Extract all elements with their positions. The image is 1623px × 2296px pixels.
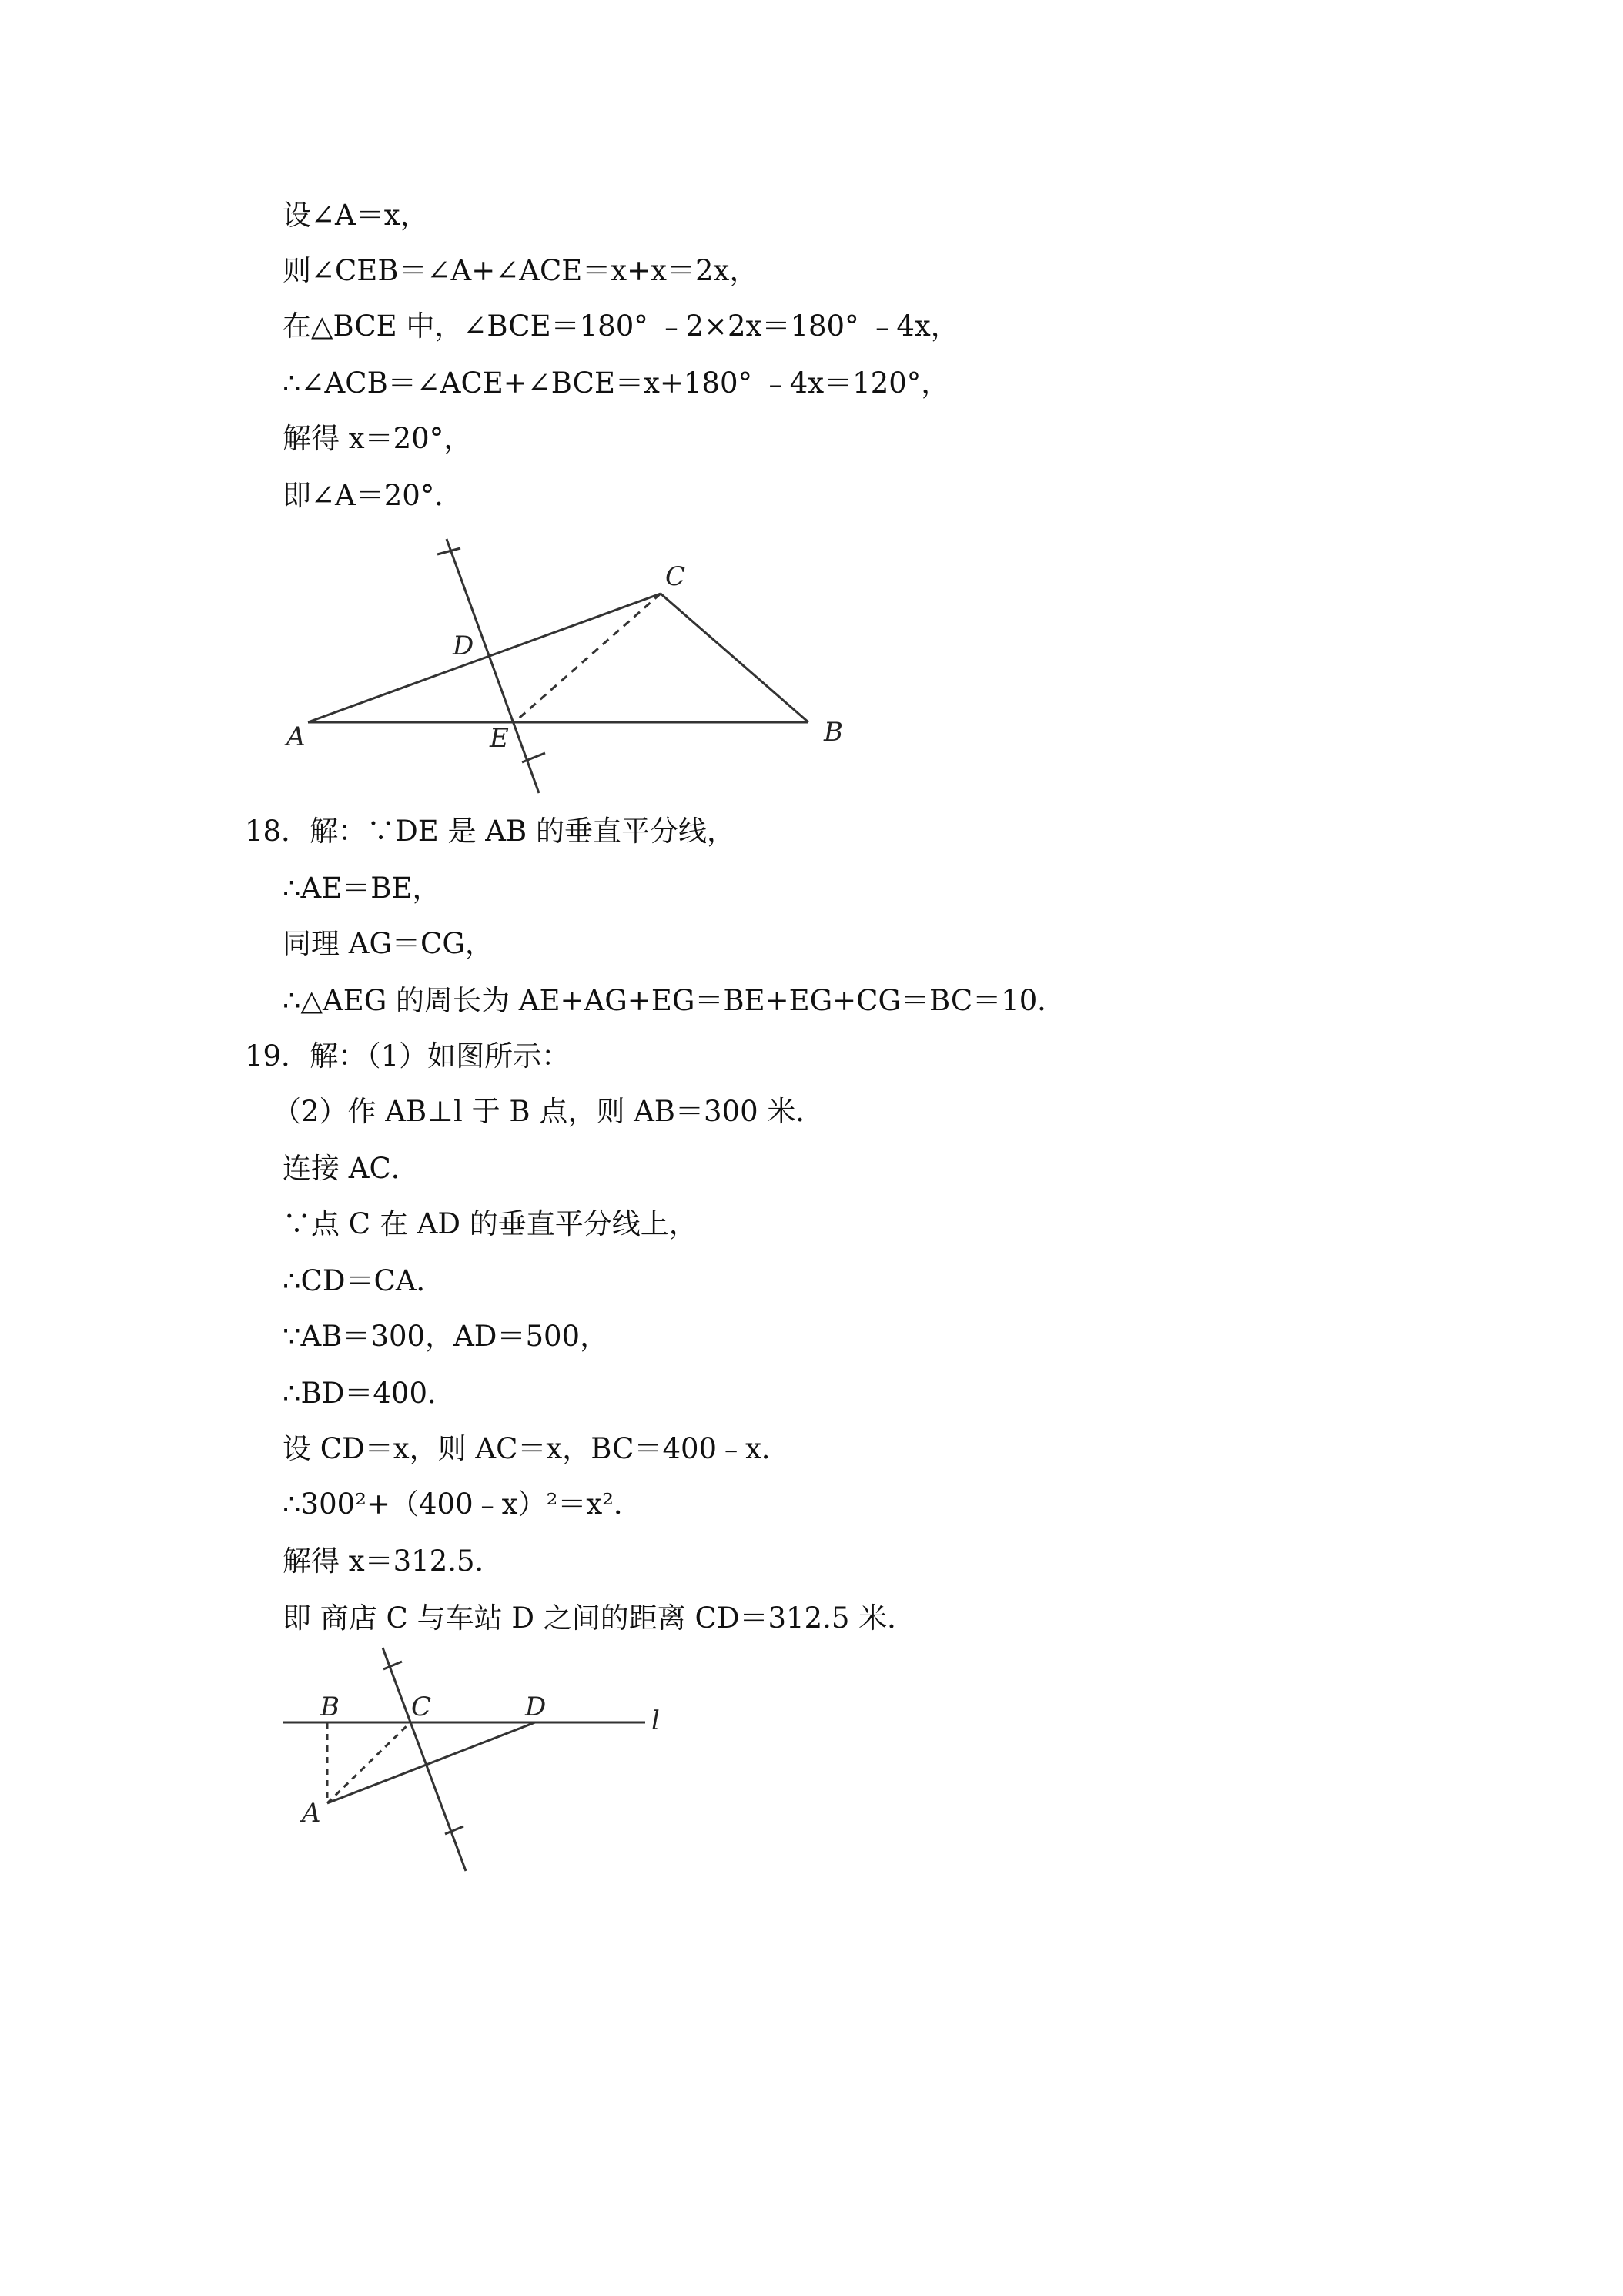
- point-label-b: B: [320, 1692, 340, 1722]
- point-label-c: C: [411, 1692, 432, 1722]
- text-line: 同理 AG＝CG，: [283, 927, 494, 960]
- text-line: 则∠CEB＝∠A+∠ACE＝x+x＝2x，: [283, 254, 758, 287]
- text-line: 设∠A＝x，: [283, 199, 429, 232]
- text-line: ∴∠ACB＝∠ACE+∠BCE＝x+180° ﹣4x＝120°，: [283, 366, 950, 400]
- point-label-e: E: [490, 723, 509, 754]
- road-figure: [269, 1640, 701, 1886]
- text-line: ∵点 C 在 AD 的垂直平分线上，: [283, 1207, 698, 1240]
- text-line: 即∠A＝20°．: [283, 479, 463, 512]
- line-label-l: l: [651, 1705, 660, 1736]
- text-line: 18．解：∵DE 是 AB 的垂直平分线，: [245, 815, 735, 848]
- text-line: ∴AE＝BE，: [283, 872, 441, 905]
- text-line: ∴BD＝400．: [283, 1377, 457, 1410]
- text-line: ∴△AEG 的周长为 AE+AG+EG＝BE+EG+CG＝BC＝10．: [283, 984, 1066, 1017]
- text-line: （2）作 AB⊥l 于 B 点，则 AB＝300 米．: [273, 1095, 825, 1128]
- point-label-d: D: [525, 1692, 547, 1722]
- text-line: ∵AB＝300，AD＝500，: [283, 1320, 609, 1353]
- text-line: 解得 x＝312.5．: [283, 1545, 504, 1578]
- point-label-b: B: [824, 717, 843, 748]
- text-line: ∴300²+（400﹣x）²＝x²．: [283, 1488, 643, 1521]
- point-label-c: C: [665, 561, 686, 592]
- text-line: 设 CD＝x，则 AC＝x，BC＝400﹣x．: [283, 1432, 790, 1465]
- point-label-d: D: [453, 631, 474, 661]
- text-line: 19．解：（1）如图所示：: [245, 1039, 571, 1073]
- point-label-a: A: [302, 1798, 321, 1829]
- text-line: 即 商店 C 与车站 D 之间的距离 CD＝312.5 米．: [283, 1602, 916, 1635]
- triangle-figure: [269, 524, 870, 801]
- text-line: 连接 AC．: [283, 1152, 420, 1185]
- text-line: 在△BCE 中，∠BCE＝180° ﹣2×2x＝180° ﹣4x，: [283, 310, 959, 343]
- point-label-a: A: [286, 721, 306, 752]
- text-line: 解得 x＝20°，: [283, 422, 473, 455]
- text-line: ∴CD＝CA．: [283, 1264, 445, 1297]
